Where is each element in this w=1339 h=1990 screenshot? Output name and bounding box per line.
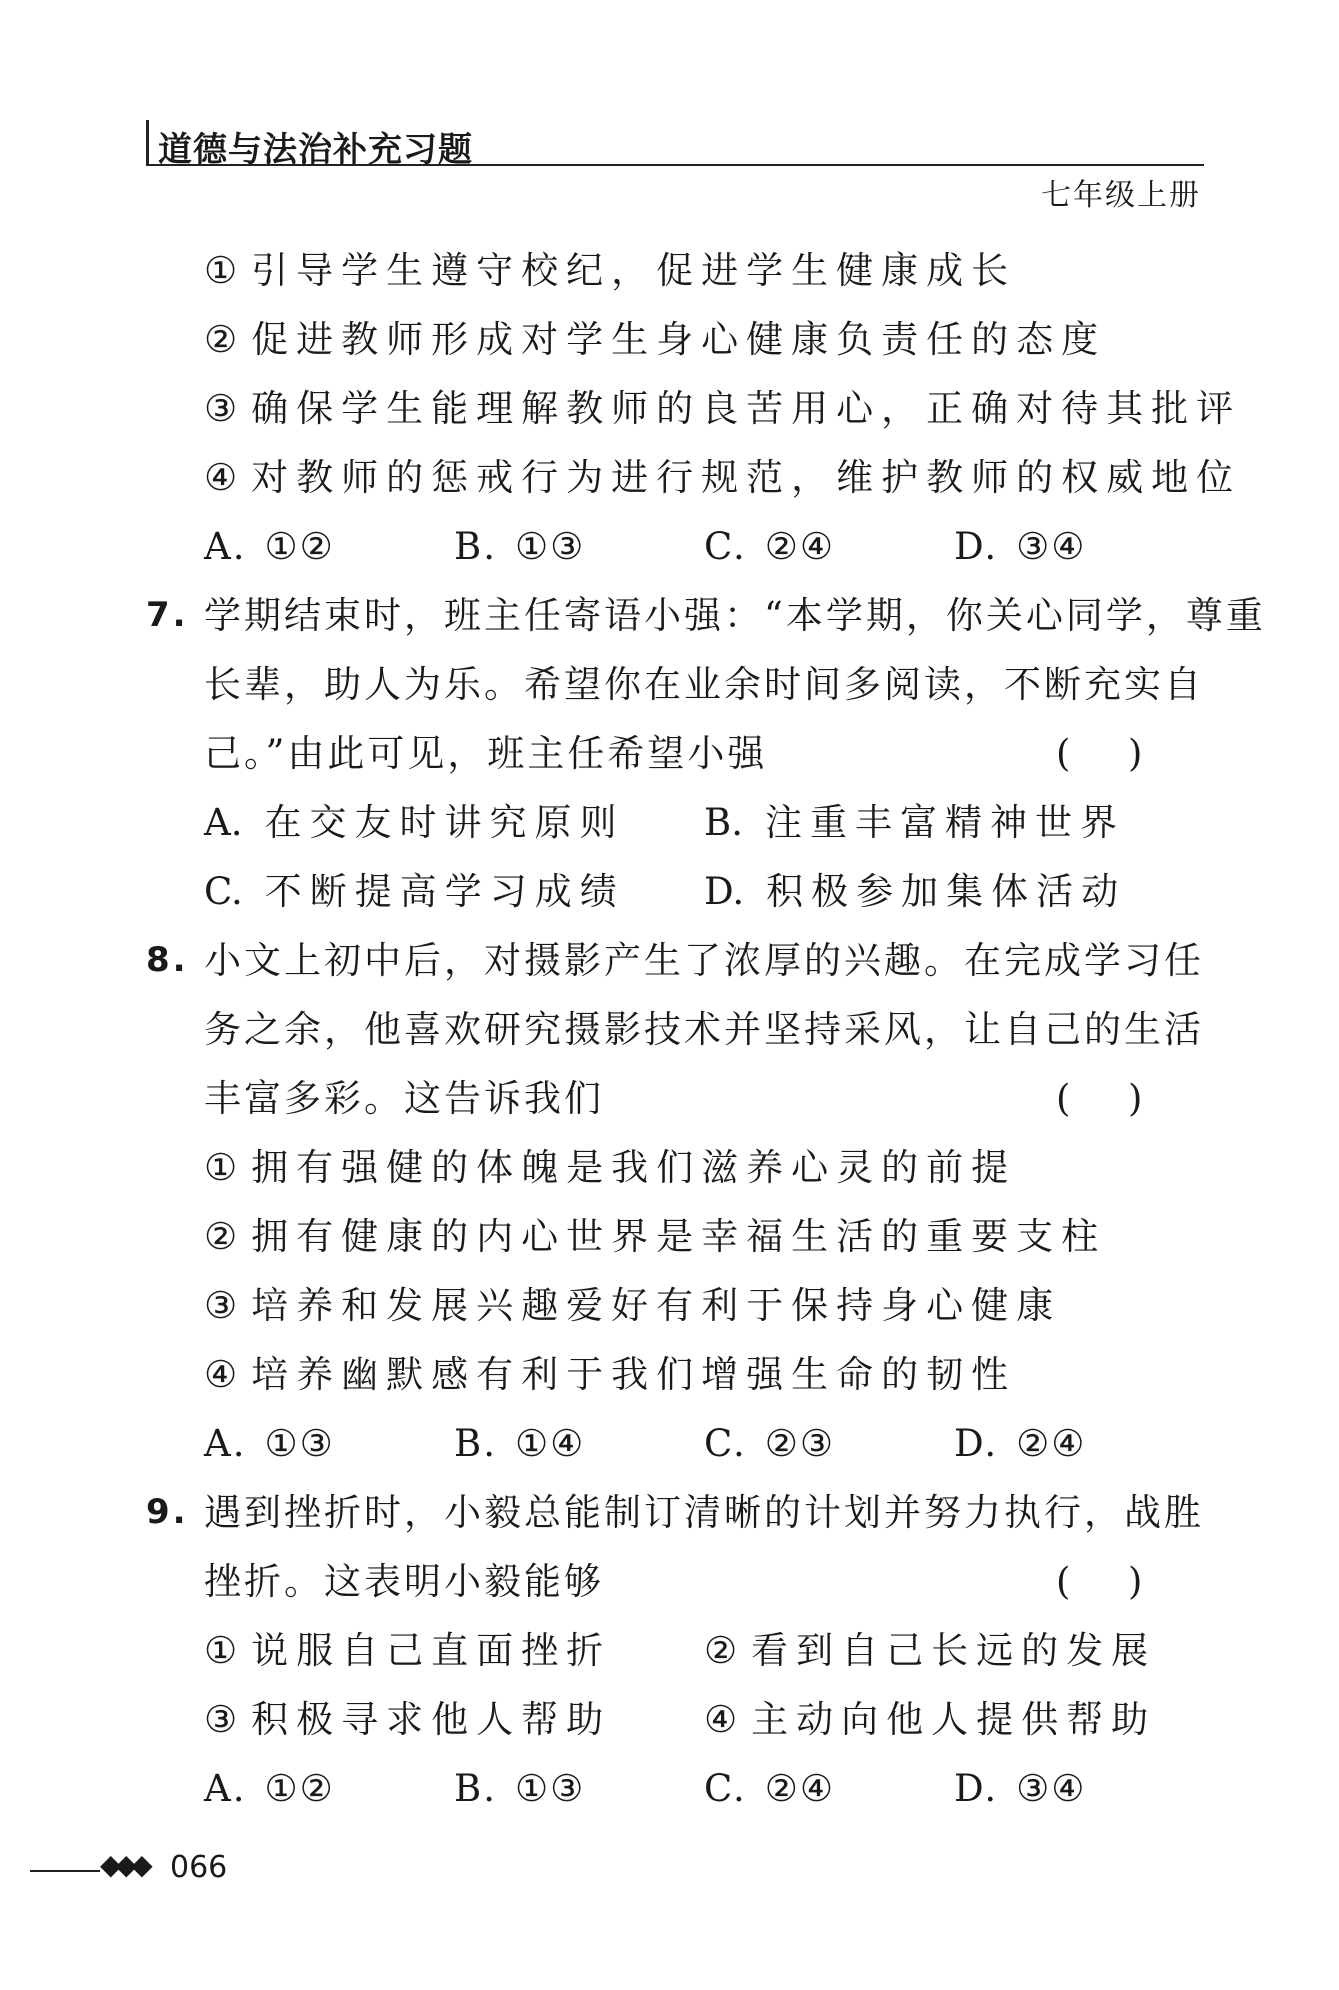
question-stem: 9. 遇到挫折时，小毅总能制订清晰的计划并努力执行，战胜 [146,1478,1206,1547]
option-item: ④ 主动向他人提供帮助 [704,1698,1157,1741]
option-line: ① 引导学生遵守校纪，促进学生健康成长 [204,249,1017,292]
choice-d: D. ②④ [954,1422,1087,1465]
choice-b: B. ①④ [454,1422,586,1465]
question-stem: 挫折。这表明小毅能够 ( ) [146,1547,1206,1616]
option-line: ① 拥有强健的体魄是我们滋养心灵的前提 [204,1146,1017,1189]
option-line [146,1616,1206,1685]
option-item: ② 看到自己长远的发展 [704,1629,1157,1672]
question-stem: 8. 小文上初中后，对摄影产生了浓厚的兴趣。在完成学习任 [146,926,1206,995]
option-line: ④ 培养幽默感有利于我们增强生命的韧性 [204,1353,1017,1396]
question-stem: 己。”由此可见，班主任希望小强 ( ) [146,719,1206,788]
answer-blank: ( ) [1056,1077,1143,1120]
page-content [146,236,1266,1823]
question-7 [146,581,1266,926]
choice-b: B. ①③ [454,525,586,568]
choice-a: A. ①② [204,1767,335,1810]
question-9 [146,1478,1206,1823]
choice-b: B. 注重丰富精神世界 [704,801,1125,844]
question-number: 7. [146,595,189,635]
choice-a: A. 在交友时讲究原则 [204,801,625,844]
page-number: 066 [170,1850,228,1885]
choice-b: B. ①③ [454,1767,586,1810]
option-line: ③ 培养和发展兴趣爱好有利于保持身心健康 [204,1284,1062,1327]
answer-blank: ( ) [1056,1560,1143,1603]
option-line [146,1685,1206,1754]
choice-c: C. ②④ [704,525,836,568]
choice-c: C. 不断提高学习成绩 [204,870,625,913]
answer-blank: ( ) [1056,732,1143,775]
choice-d: D. 积极参加集体活动 [704,870,1127,913]
option-line: ③ 确保学生能理解教师的良苦用心，正确对待其批评 [204,387,1242,430]
answer-choices [146,857,1206,926]
question-stem: 长辈，助人为乐。希望你在业余时间多阅读，不断充实自 [204,663,1204,706]
question-6-tail [146,236,1242,581]
footer-rule [30,1870,100,1872]
choice-a: A. ①② [204,525,335,568]
answer-choices [146,788,1206,857]
choice-c: C. ②③ [704,1422,836,1465]
diamond-icon: ◆◆◆ [100,1848,147,1881]
question-stem: 丰富多彩。这告诉我们 ( ) [146,1064,1206,1133]
option-line: ② 拥有健康的内心世界是幸福生活的重要支柱 [204,1215,1107,1258]
answer-choices [146,1754,1206,1823]
choice-c: C. ②④ [704,1767,836,1810]
choice-d: D. ③④ [954,1767,1087,1810]
answer-choices [146,1409,1206,1478]
option-line: ④ 对教师的惩戒行为进行规范，维护教师的权威地位 [204,456,1242,499]
book-title: 道德与法治补充习题 [158,130,473,170]
choice-a: A. ①③ [204,1422,335,1465]
question-8 [146,926,1206,1478]
option-line: ② 促进教师形成对学生身心健康负责任的态度 [204,318,1107,361]
option-item: ① 说服自己直面挫折 [204,1629,612,1672]
choice-d: D. ③④ [954,525,1087,568]
answer-choices [146,512,1206,581]
grade-label: 七年级上册 [1041,178,1201,213]
question-stem: 7. 学期结束时，班主任寄语小强：“本学期，你关心同学，尊重 [146,581,1206,650]
option-item: ③ 积极寻求他人帮助 [204,1698,612,1741]
question-number: 9. [146,1492,189,1532]
question-number: 8. [146,940,189,980]
question-stem: 务之余，他喜欢研究摄影技术并坚持采风，让自己的生活 [204,1008,1204,1051]
